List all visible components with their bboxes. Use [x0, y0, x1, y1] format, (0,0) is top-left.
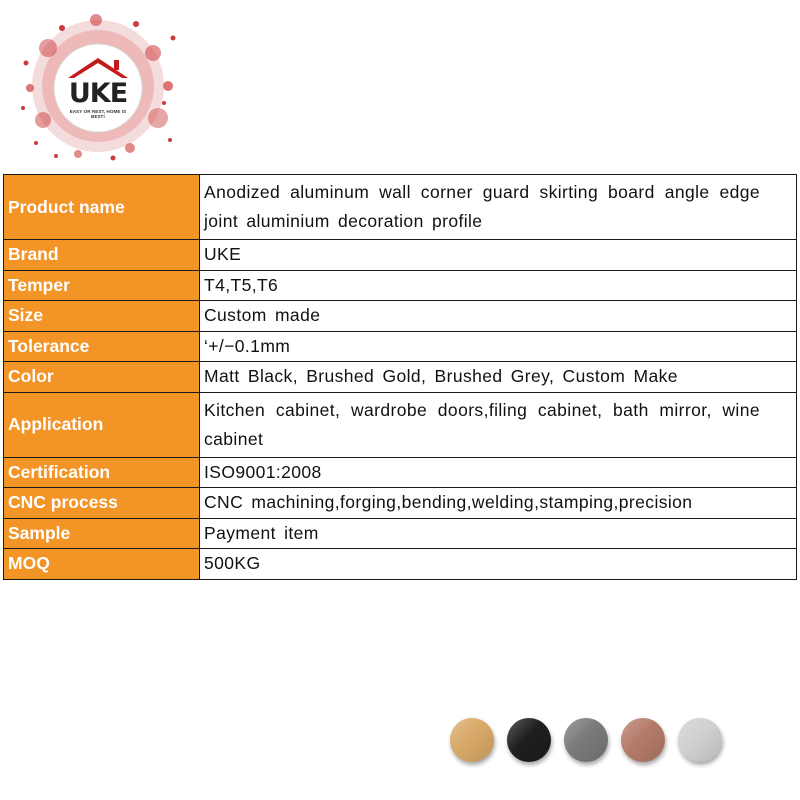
row-label: Size: [4, 301, 200, 332]
table-row: [4, 518, 797, 549]
row-label: Color: [4, 362, 200, 393]
table-row: [4, 240, 797, 271]
row-label: Product name: [4, 175, 200, 240]
grey-swatch: [564, 718, 608, 762]
row-label: CNC process: [4, 488, 200, 519]
table-row: [4, 392, 797, 457]
row-value: ‘+/−0.1mm: [200, 331, 797, 362]
color-swatches: [450, 718, 726, 766]
logo-brand-text: UKE: [68, 78, 128, 109]
row-label: Sample: [4, 518, 200, 549]
rose-gold-swatch: [621, 718, 665, 762]
brand-logo: [18, 8, 178, 163]
table-row: [4, 457, 797, 488]
table-row: [4, 175, 797, 240]
row-value: UKE: [200, 240, 797, 271]
row-label: Application: [4, 392, 200, 457]
row-label: MOQ: [4, 549, 200, 580]
table-row: [4, 362, 797, 393]
logo-slogan: EASY OR REST, HOME IS BEST!: [69, 109, 127, 119]
row-value: Anodized aluminum wall corner guard skirting board angle edge joint aluminium decoration profile: [200, 175, 797, 240]
row-value: T4,T5,T6: [200, 270, 797, 301]
row-label: Certification: [4, 457, 200, 488]
row-label: Brand: [4, 240, 200, 271]
table-row: [4, 488, 797, 519]
table-row: [4, 549, 797, 580]
silver-swatch: [678, 718, 722, 762]
table-row: [4, 301, 797, 332]
row-value: CNC machining,forging,bending,welding,stamping,precision: [200, 488, 797, 519]
row-value: ISO9001:2008: [200, 457, 797, 488]
row-value: Kitchen cabinet, wardrobe doors,filing cabinet, bath mirror, wine cabinet: [200, 392, 797, 457]
table-row: [4, 331, 797, 362]
gold-swatch: [450, 718, 494, 762]
spec-table: [3, 174, 797, 580]
row-value: 500KG: [200, 549, 797, 580]
row-label: Tolerance: [4, 331, 200, 362]
row-label: Temper: [4, 270, 200, 301]
row-value: Payment item: [200, 518, 797, 549]
row-value: Custom made: [200, 301, 797, 332]
row-value: Matt Black, Brushed Gold, Brushed Grey, Custom Make: [200, 362, 797, 393]
table-row: [4, 270, 797, 301]
black-swatch: [507, 718, 551, 762]
